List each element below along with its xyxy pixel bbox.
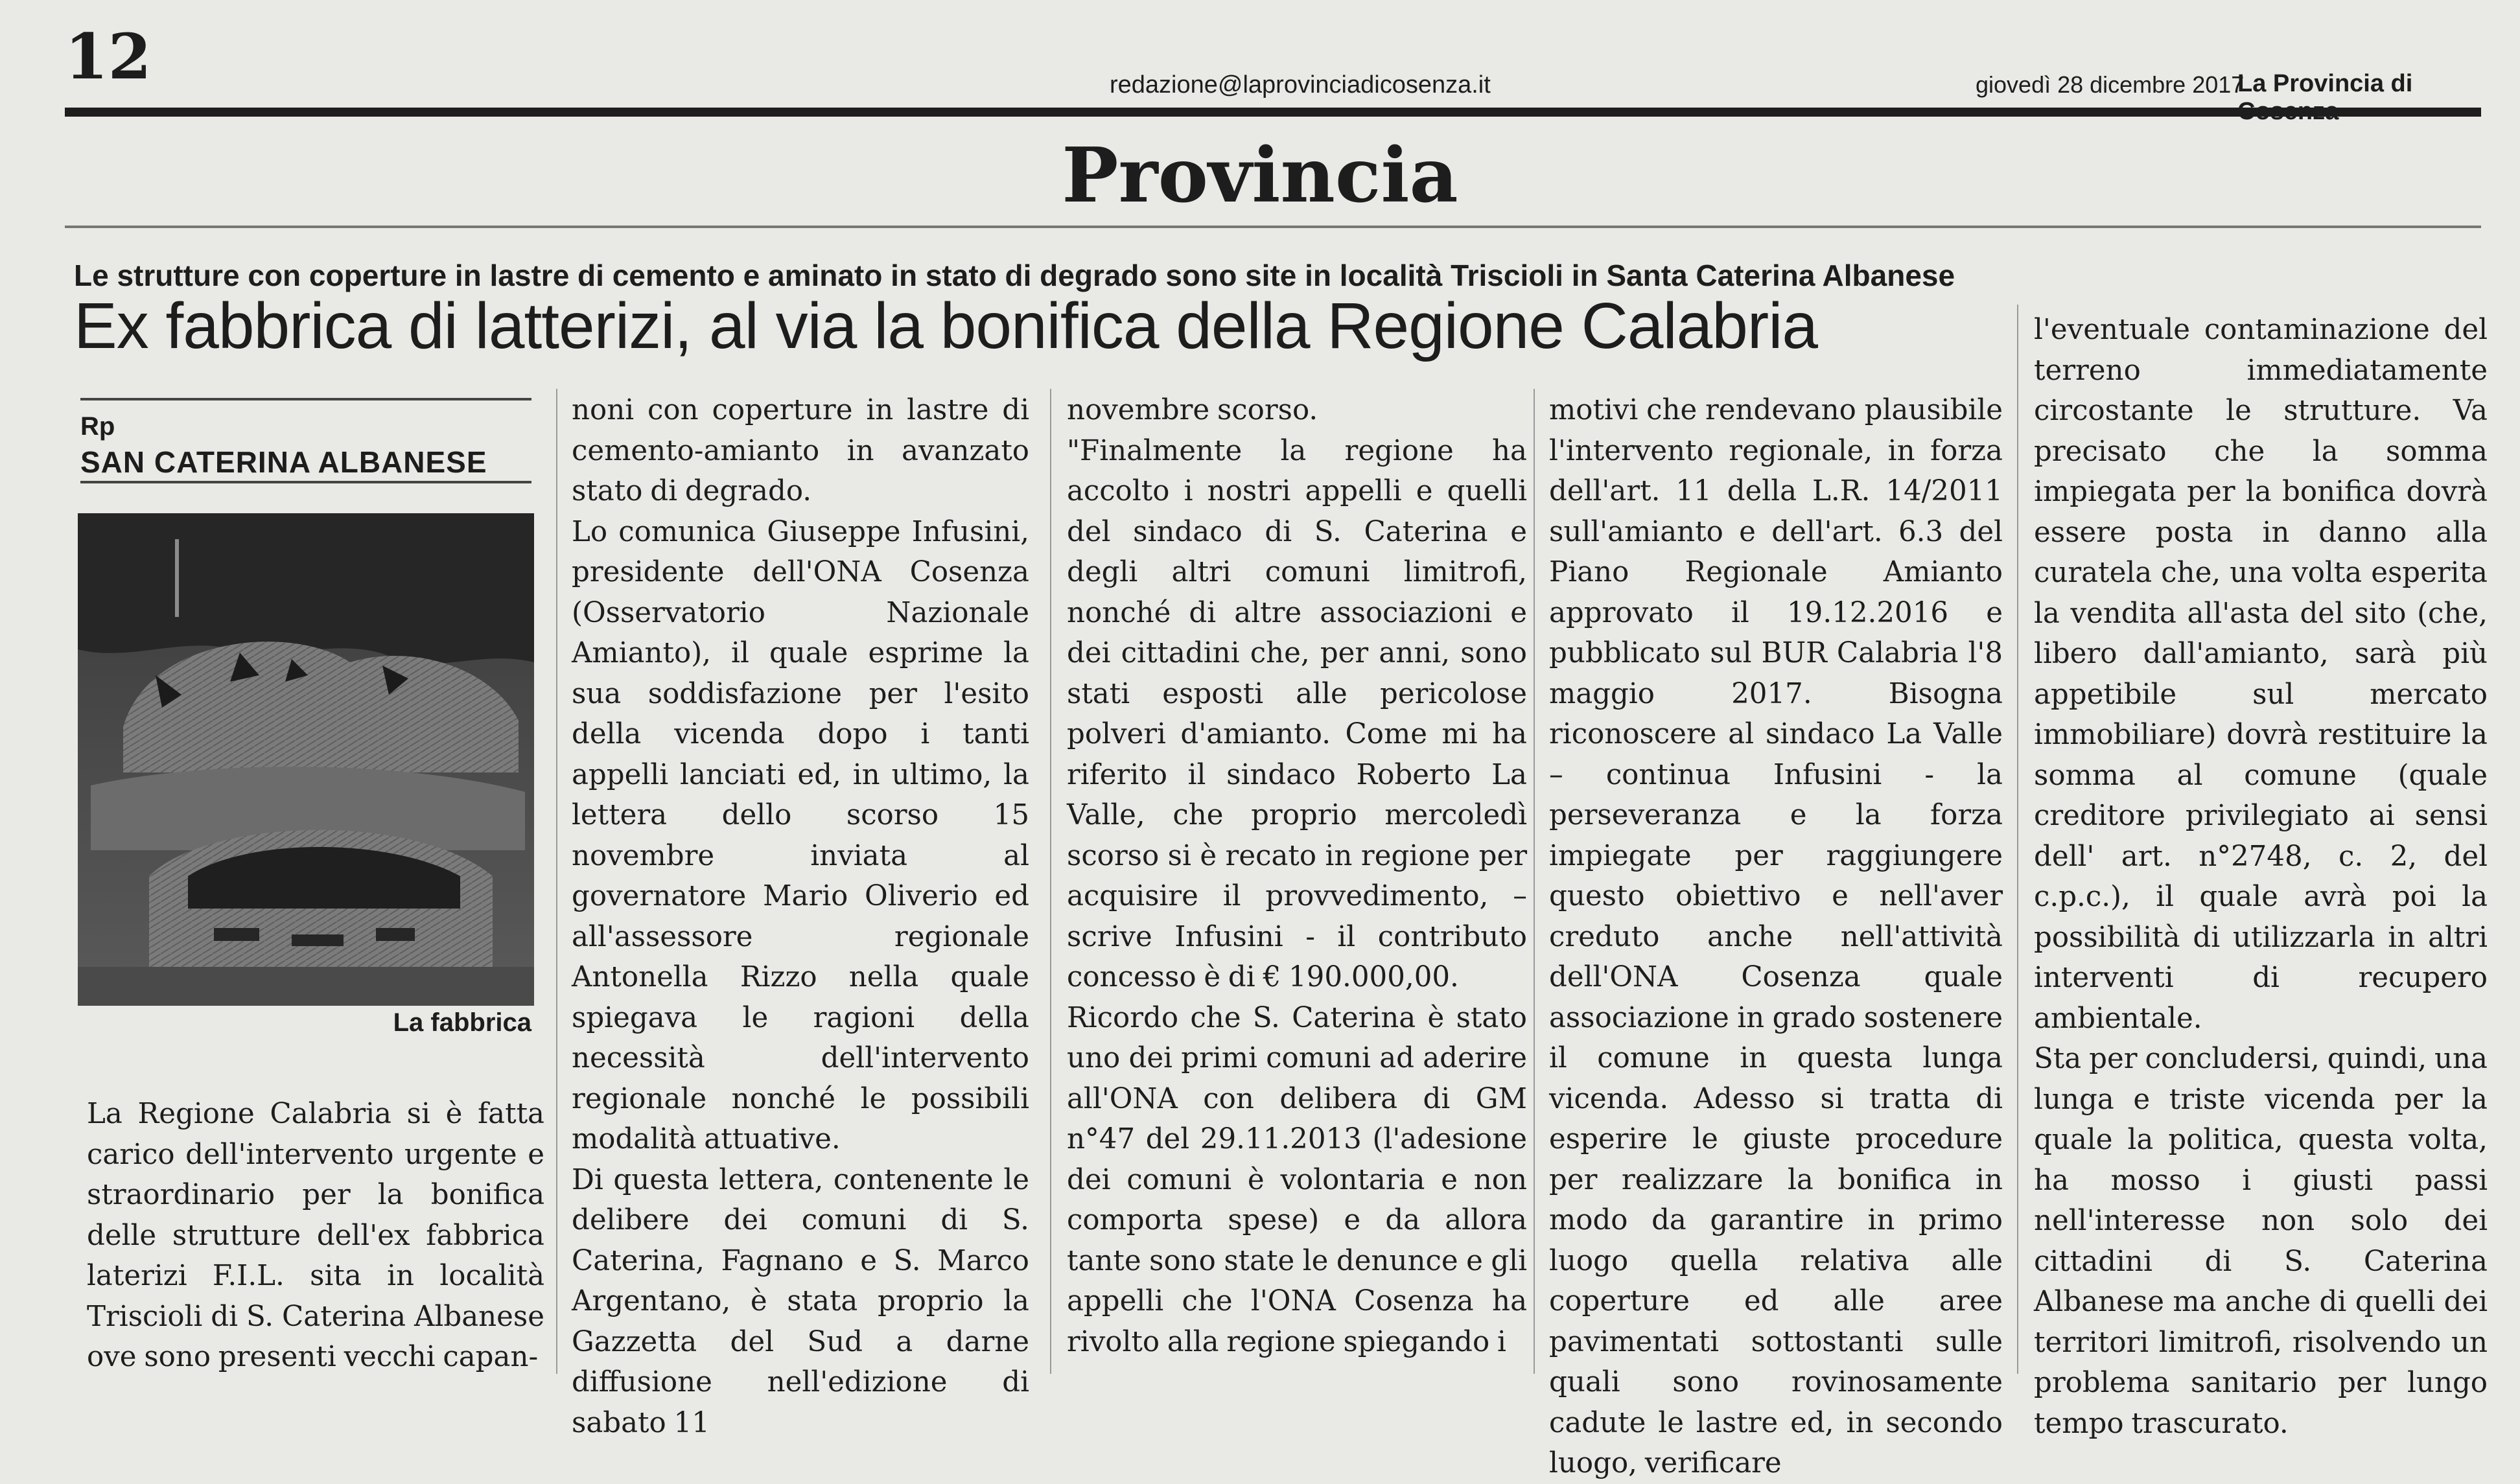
- factory-photo: [78, 513, 534, 1006]
- article-column-1: [87, 1094, 544, 1378]
- section-rule: [65, 226, 2481, 228]
- byline-location: SAN CATERINA ALBANESE: [80, 445, 487, 479]
- paragraph: Ricordo che S. Caterina è stato uno dei primi comuni ad aderire all'ONA con delibera di GM n°47 del 29.11.2013 (l'adesione dei comuni è volontaria e non comporta spese) e da allora tante sono state le denunce e gli appelli che l'ONA Cosenza ha rivolto alla regione spiegando i: [1067, 1001, 1527, 1358]
- article-column-4: [1549, 390, 2003, 1484]
- paragraph: Sta per concludersi, quindi, una lunga e triste vicenda per la quale la politica, questa volta, ha mosso i giusti passi nell'interesse non solo dei cittadini di S. Caterina Albanese ma anche di quelli dei territori limitrofi, risolvendo un problema sanitario per lungo tempo trascurato.: [2034, 1043, 2488, 1440]
- article-column-3: [1067, 390, 1527, 1362]
- header-publication: La Provincia di: [2237, 70, 2413, 97]
- byline-rule-bottom: [80, 481, 531, 483]
- paragraph: novembre scorso.: [1067, 394, 1318, 426]
- byline-author: Rp: [80, 412, 115, 441]
- paragraph: Lo comunica Giuseppe Infusini, presidente dell'ONA Cosenza (Osservatorio Nazionale Amianto), il quale esprime la sua soddisfazione per l'esito della vicenda dopo i tanti appelli lanciati ed, in ultimo, la lettera dello scorso 15 novembre inviata al governatore Mario Oliverio ed all'assessore regionale Antonella Rizzo nella quale spiegava le ragioni della necessità dell'intervento regionale nonché le possibili modalità attuative.: [572, 515, 1029, 1155]
- paragraph: noni con coperture in lastre di cemento-amianto in avanzato stato di degrado.: [572, 394, 1029, 507]
- article-column-2: [572, 390, 1029, 1443]
- paragraph: l'eventuale contaminazione del terreno immediatamente circostante le strutture. Va precisato che la somma impiegata per la bonifica dovrà essere posta in danno alla curatela che, una volta esperita la vendita all'asta del sito (che, libero dall'amianto, sarà più appetibile sul mercato immobiliare) dovrà restituire la somma al comune (quale creditore privilegiato ai sensi dell' art. n°2748, c. 2, del c.p.c.), il quale avrà poi la possibilità di utilizzarla in altri interventi di recupero ambientale.: [2034, 314, 2488, 1035]
- header-rule: [65, 108, 2481, 117]
- photo-caption: La fabbrica: [393, 1008, 531, 1037]
- paragraph: La Regione Calabria si è fatta carico dell'intervento urgente e straordinario per la bonifica delle strutture dell'ex fabbrica laterizi F.I.L. sita in località Triscioli di S. Caterina Albanese ove sono presenti vecchi capan-: [87, 1098, 544, 1373]
- factory-photo-image: [78, 513, 534, 1006]
- paragraph: motivi che rendevano plausibile l'intervento regionale, in forza dell'art. 11 della L.R. 14/2011 sull'amianto e dell'art. 6.3 del Piano Regionale Amianto approvato il 19.12.2016 e pubblicato sul BUR Calabria l'8 maggio 2017. Bisogna riconoscere al sindaco La Valle – continua Infusini - la perseveranza e la forza impiegate per raggiungere questo obiettivo e nell'aver creduto anche nell'attività dell'ONA Cosenza quale associazione in grado sostenere il comune in questa lunga vicenda. Adesso si tratta di esperire le giuste procedure per realizzare la bonifica in modo da garantire in primo luogo quella relativa alle coperture ed alle aree pavimentati sottostanti sulle quali sono rovinosamente cadute le lastre ed, in secondo luogo, verificare: [1549, 394, 2003, 1479]
- section-title: Provincia: [1062, 132, 1458, 220]
- header-date: giovedì 28 dicembre 2017: [1976, 71, 2245, 98]
- article-kicker: Le strutture con coperture in lastre di cemento e aminato in stato di degrado sono site in località Triscioli in Santa Caterina Albanese: [74, 259, 1955, 292]
- article-headline: Ex fabbrica di latterizi, al via la bonifica della Regione Calabria: [74, 290, 1818, 362]
- column-divider: [556, 389, 557, 1374]
- column-divider: [1534, 389, 1535, 1374]
- byline-rule-top: [80, 398, 531, 400]
- column-divider: [2017, 305, 2018, 1374]
- column-divider: [1050, 389, 1051, 1374]
- article-column-5: [2034, 310, 2488, 1444]
- header-email: redazione@laprovinciadicosenza.it: [1110, 71, 1491, 99]
- page-number: 12: [65, 20, 152, 93]
- paragraph: "Finalmente la regione ha accolto i nostri appelli e quelli del sindaco di S. Caterina e degli altri comuni limitrofi, nonché di altre associazioni e dei cittadini che, per anni, sono stati esposti alle pericolose polveri d'amianto. Come mi ha riferito il sindaco Roberto La Valle, che proprio mercoledì scorso si è recato in regione per acquisire il provvedimento, –scrive Infusini - il contributo concesso è di € 190.000,00.: [1067, 434, 1527, 993]
- paragraph: Di questa lettera, contenente le delibere dei comuni di S. Caterina, Fagnano e S. Marco Argentano, è stata proprio la Gazzetta del Sud a darne diffusione nell'edizione di sabato 11: [572, 1163, 1029, 1439]
